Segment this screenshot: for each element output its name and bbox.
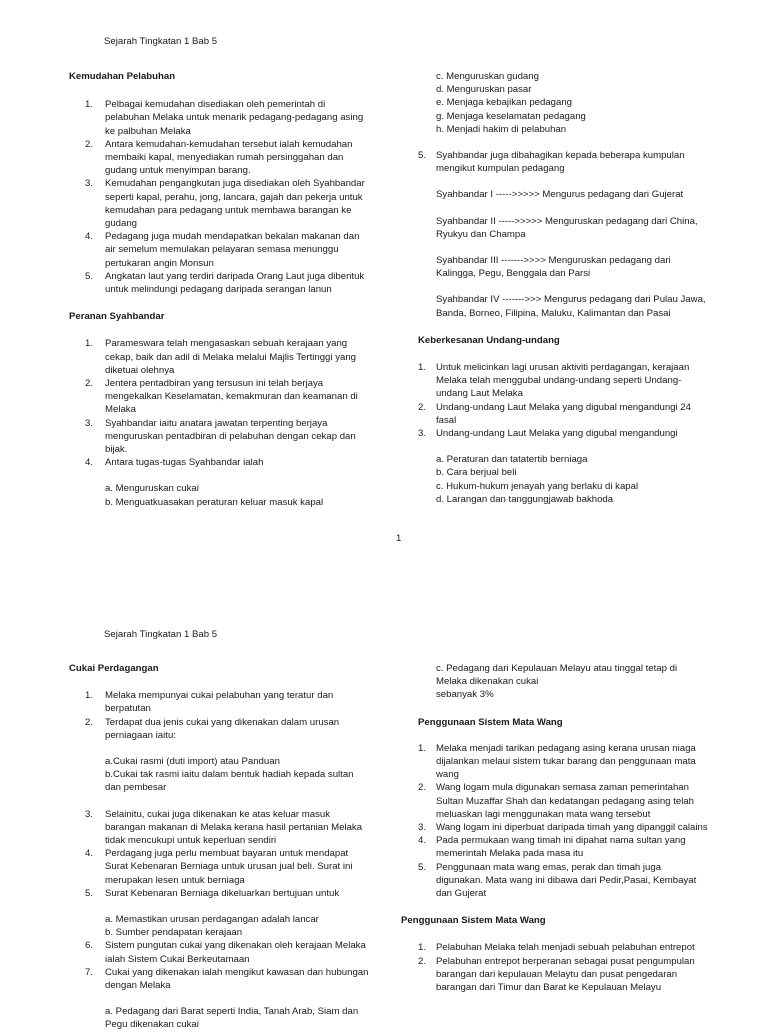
sub-item: h. Menjadi hakim di pelabuhan [436, 123, 567, 135]
sub-list [418, 662, 708, 702]
sub-item: a. Peraturan dan tatatertib berniaga [436, 454, 588, 466]
sub-item: a. Menguruskan cukai [105, 483, 199, 495]
list-item: 5. Angkatan laut yang terdiri daripada Orang Laut juga dibentuk untuk melindungi pedagang daripada serangan lanun [85, 270, 365, 296]
list-item: 3. Syahbandar iaitu anatara jawatan terpenting berjaya menguruskan pentadbiran di pelabuhan dengan cekap dan bijak. [85, 417, 356, 456]
list-item: 3. Wang logam ini diperbuat daripada timah yang dipanggil calains [418, 822, 708, 834]
sub-item: c. Menguruskan gudang [436, 71, 539, 82]
left-column [69, 70, 369, 509]
page-gap [0, 560, 768, 600]
list-item: 7. Cukai yang dikenakan ialah mengikut kawasan dan hubungan dengan Melaka [85, 966, 369, 992]
list-item: 2. Undang-undang Laut Melaka yang digubal mengandungi 24 fasal [418, 401, 691, 426]
list-item: 2. Jentera pentadbiran yang tersusun ini telah berjaya mengekalkan Keselamatan, kemakmuran dan keamanan di Melaka [85, 378, 358, 416]
list-item: 5. Syahbandar juga dibahagikan kepada beberapa kumpulan mengikut kumpulan pedagang [418, 150, 685, 175]
syahbandar-item: Syahbandar IV ------->>> Mengurus pedagang dari Pulau Jawa, Banda, Borneo, Filipina, Maluku, Kalimantan dan Pasai [436, 294, 706, 319]
page-header: Sejarah Tingkatan 1 Bab 5 [104, 36, 218, 47]
syahbandar-item: Syahbandar I ----->>>>> Mengurus pedagang dari Gujerat [436, 189, 684, 201]
numbered-list [418, 941, 708, 994]
section-title: Penggunaan Sistem Mata Wang [418, 716, 563, 728]
sub-item: a. Pedagang dari Barat seperti India, Tanah Arab, Siam dan Pegu dikenakan cukai [105, 1006, 359, 1031]
sub-item: d. Larangan dan tanggungjawab bakhoda [436, 493, 614, 505]
page-number: 1 [396, 533, 402, 544]
list-item: 1. Pelbagai kemudahan disediakan oleh pemerintah di pelabuhan Melaka untuk menarik pedagang-pedagang asing ke palbuhan Melaka [85, 99, 364, 137]
syahbandar-list [418, 188, 708, 319]
sub-item: c. Pedagang dari Kepulauan Melayu atau tinggal tetap di Melaka dikenakan cukai [436, 663, 678, 688]
numbered-list [418, 361, 708, 440]
sub-item: e. Menjaga kebajikan pedagang [436, 97, 573, 109]
sub-list [418, 453, 708, 506]
syahbandar-item: Syahbandar II ----->>>>> Menguruskan pedagang dari China, Ryukyu dan Champa [436, 215, 698, 240]
section-title: Keberkesanan Undang-undang [418, 334, 560, 346]
list-item: 3. Undang-undang Laut Melaka yang digubal mengandungi [418, 428, 678, 440]
section-title: Penggunaan Sistem Mata Wang [401, 915, 546, 927]
numbered-list [69, 808, 369, 900]
section-title: Peranan Syahbandar [69, 311, 165, 323]
sub-item: b. Menguatkuasakan peraturan keluar masuk kapal [105, 496, 324, 508]
right-column [418, 70, 708, 506]
list-item: 2. Pelabuhan entrepot berperanan sebagai pusat pengumpulan barangan dari kepulauan Melaytu dan pusat pengedaran barangan dari Timur dan Barat ke Kepulauan Melayu [418, 955, 695, 994]
sub-item: b. Cara berjual beli [436, 467, 517, 479]
list-item: 3. Selainitu, cukai juga dikenakan ke atas keluar masuk barangan makanan di Melaka kerana hasil pertanian Melaka tidak mencukupi untuk keperluan sendiri [85, 808, 363, 847]
numbered-list [69, 939, 369, 992]
list-item: 2. Terdapat dua jenis cukai yang dikenakan dalam urusan perniagaan iaitu: [85, 716, 340, 741]
section-title: Kemudahan Pelabuhan [69, 71, 176, 82]
document-page-2 [0, 600, 768, 1031]
numbered-list [69, 98, 369, 296]
list-item: 2. Antara kemudahan-kemudahan tersebut ialah kemudahan membaiki kapal, menyediakan rumah persinggahan dan gudang untuk menyimpan barang. [85, 138, 353, 177]
sub-item: a.Cukai rasmi (duti import) atau Panduan [105, 756, 280, 768]
list-item: 4. Perdagang juga perlu membuat bayaran untuk mendapat Surat Kebenaran Berniaga untuk urusan jual beli. Surat ini merupakan lesen untuk berniaga [85, 848, 353, 886]
left-column [69, 662, 369, 1032]
list-item: 4. Pedagang juga mudah mendapatkan bekalan makanan dan air semelum memulakan pelayaran semasa menunggu pertukaran angin Monsun [85, 231, 360, 269]
right-column [401, 662, 708, 994]
sub-list [69, 913, 369, 939]
list-item: 5. Surat Kebenaran Berniaga dikeluarkan bertujuan untuk [85, 887, 340, 899]
list-item: 1. Parameswara telah mengasaskan sebuah kerajaan yang cekap, baik dan adil di Melaka melalui Majlis Tertinggi yang diketuai olehnya [85, 338, 356, 376]
list-item: 5. Penggunaan mata wang emas, perak dan timah juga digunakan. Mata wang ini dibawa dari Pedir,Pasai, Kembayat dan Gujerat [418, 861, 697, 900]
sub-item: c. Hukum-hukum jenayah yang berlaku di kapal [436, 480, 639, 492]
sub-item: sebanyak 3% [436, 689, 494, 701]
sub-item: d. Menguruskan pasar [436, 84, 532, 96]
sub-item: a. Memastikan urusan perdagangan adalah lancar [105, 914, 319, 926]
sub-item: b. Sumber pendapatan kerajaan [105, 927, 243, 939]
page-header: Sejarah Tingkatan 1 Bab 5 [104, 629, 218, 640]
list-item: 1. Pelabuhan Melaka telah menjadi sebuah pelabuhan entrepot [418, 942, 695, 954]
list-item: 6. Sistem pungutan cukai yang dikenakan oleh kerajaan Melaka ialah Sistem Cukai Berkeutamaan [85, 940, 366, 965]
sub-list [69, 755, 369, 795]
list-item: 3. Kemudahan pengangkutan juga disediakan oleh Syahbandar seperti kapal, perahu, jong, lancara, gajah dan pekerja untuk kemudahan para pedagang untuk membawa barangan ke gudang [85, 178, 365, 230]
list-item: 1. Melaka mempunyai cukai pelabuhan yang teratur dan berpatutan [85, 690, 334, 715]
sub-list [418, 70, 708, 136]
numbered-list [69, 689, 369, 742]
sub-list [69, 482, 369, 508]
sub-item: g. Menjaga keselamatan pedagang [436, 110, 586, 122]
list-item: 2. Wang logam mula digunakan semasa zaman pemerintahan Sultan Muzaffar Shah dan kedatangan pedagang asing telah meluaskan lagi menggunakan mata wang tersebut [418, 782, 694, 820]
list-item: 4. Pada permukaan wang timah ini dipahat nama sultan yang memerintah Melaka pada masa itu [418, 835, 686, 860]
section-title: Cukai Perdagangan [69, 663, 159, 674]
sub-item: b.Cukai tak rasmi iaitu dalam bentuk hadiah kepada sultan dan pembesar [105, 769, 354, 794]
numbered-list [418, 742, 708, 900]
list-item: 4. Antara tugas-tugas Syahbandar ialah [85, 457, 264, 469]
list-item: 1. Melaka menjadi tarikan pedagang asing kerana urusan niaga dijalankan melaui sistem tukar barang dan penggunaan mata wang [418, 742, 696, 781]
list-item: 1. Untuk melicinkan lagi urusan aktiviti perdagangan, kerajaan Melaka telah menggubal undang-undang seperti Undang-undang Laut Melaka [418, 362, 690, 400]
syahbandar-item: Syahbandar III ------->>>> Menguruskan pedagang dari Kalingga, Pegu, Benggala dan Parsi [436, 255, 671, 280]
numbered-list [69, 337, 369, 469]
